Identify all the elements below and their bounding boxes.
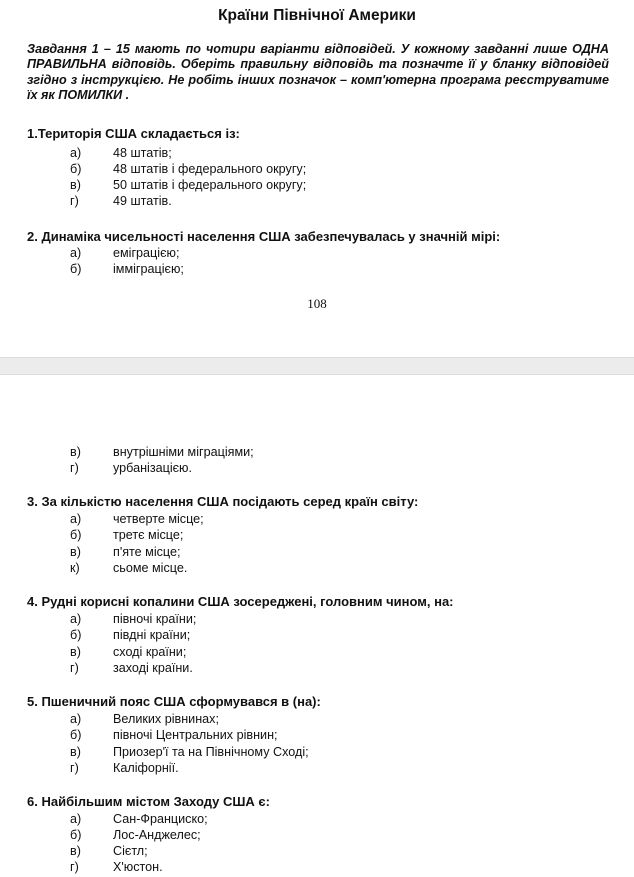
question-6: 6. Найбільшим містом Заходу США є: xyxy=(27,794,270,809)
option-text: Х'юстон. xyxy=(113,860,163,874)
option-letter: к) xyxy=(70,561,80,575)
option-letter: в) xyxy=(70,545,81,559)
option-letter: в) xyxy=(70,445,81,459)
page-title: Країни Північної Америки xyxy=(218,7,416,24)
option-text: 48 штатів і федерального округу; xyxy=(113,162,307,176)
option-text: сході країни; xyxy=(113,645,187,659)
option-text: Каліфорнії. xyxy=(113,761,179,775)
document-page-2 xyxy=(0,375,634,877)
question-5: 5. Пшеничний пояс США сформувався в (на): xyxy=(27,694,321,709)
question-4: 4. Рудні корисні копалини США зосереджені, головним чином, на: xyxy=(27,594,454,609)
option-letter: а) xyxy=(70,512,82,526)
option-text: імміграцією; xyxy=(113,262,184,276)
option-text: урбанізацією. xyxy=(113,461,192,475)
option-letter: а) xyxy=(70,712,82,726)
option-text: півночі Центральних рівнин; xyxy=(113,728,278,742)
option-letter: б) xyxy=(70,628,82,642)
question-2: 2. Динаміка чисельності населення США забезпечувалась у значній мірі: xyxy=(27,229,501,244)
option-letter: б) xyxy=(70,728,82,742)
option-letter: б) xyxy=(70,162,82,176)
option-letter: г) xyxy=(70,860,79,874)
option-text: заході країни. xyxy=(113,661,193,675)
option-letter: а) xyxy=(70,812,82,826)
option-text: четверте місце; xyxy=(113,512,204,526)
option-letter: б) xyxy=(70,828,82,842)
option-letter: в) xyxy=(70,844,81,858)
option-letter: г) xyxy=(70,661,79,675)
option-text: Сан-Франциско; xyxy=(113,812,208,826)
option-text: Великих рівнинах; xyxy=(113,712,219,726)
question-3: 3. За кількістю населення США посідають серед країн світу: xyxy=(27,494,419,509)
page-separator xyxy=(0,357,634,375)
option-letter: в) xyxy=(70,178,81,192)
document-page-1 xyxy=(0,0,634,357)
option-text: 48 штатів; xyxy=(113,146,172,160)
option-letter: г) xyxy=(70,461,79,475)
option-text: Сієтл; xyxy=(113,844,148,858)
option-text: Приозер'ї та на Північному Сході; xyxy=(113,745,309,759)
option-text: п'яте місце; xyxy=(113,545,181,559)
option-text: 50 штатів і федерального округу; xyxy=(113,178,307,192)
option-letter: в) xyxy=(70,745,81,759)
option-letter: а) xyxy=(70,246,82,260)
option-text: півночі країни; xyxy=(113,612,197,626)
option-letter: в) xyxy=(70,645,81,659)
option-letter: г) xyxy=(70,761,79,775)
page-number: 108 xyxy=(307,296,327,311)
option-text: внутрішніми міграціями; xyxy=(113,445,254,459)
option-letter: б) xyxy=(70,528,82,542)
option-text: півдні країни; xyxy=(113,628,191,642)
option-text: еміграцією; xyxy=(113,246,180,260)
option-text: третє місце; xyxy=(113,528,184,542)
option-text: Лос-Анджелес; xyxy=(113,828,201,842)
option-letter: а) xyxy=(70,146,82,160)
option-letter: а) xyxy=(70,612,82,626)
option-text: сьоме місце. xyxy=(113,561,188,575)
instruction-text: Завдання 1 – 15 мають по чотири варіанти відповідей. У кожному завданні лише ОДНА ПРАВИЛЬНА відповідь. Оберіть правильну відповідь та позначте її у бланку відповідей згідно з інструкцією. Не робіть інших позначок – комп'ютерна програма реєструватиме їх як ПОМИЛКИ . xyxy=(27,42,609,103)
option-text: 49 штатів. xyxy=(113,194,172,208)
option-letter: б) xyxy=(70,262,82,276)
question-1: 1.Територія США складається із: xyxy=(27,126,240,141)
option-letter: г) xyxy=(70,194,79,208)
